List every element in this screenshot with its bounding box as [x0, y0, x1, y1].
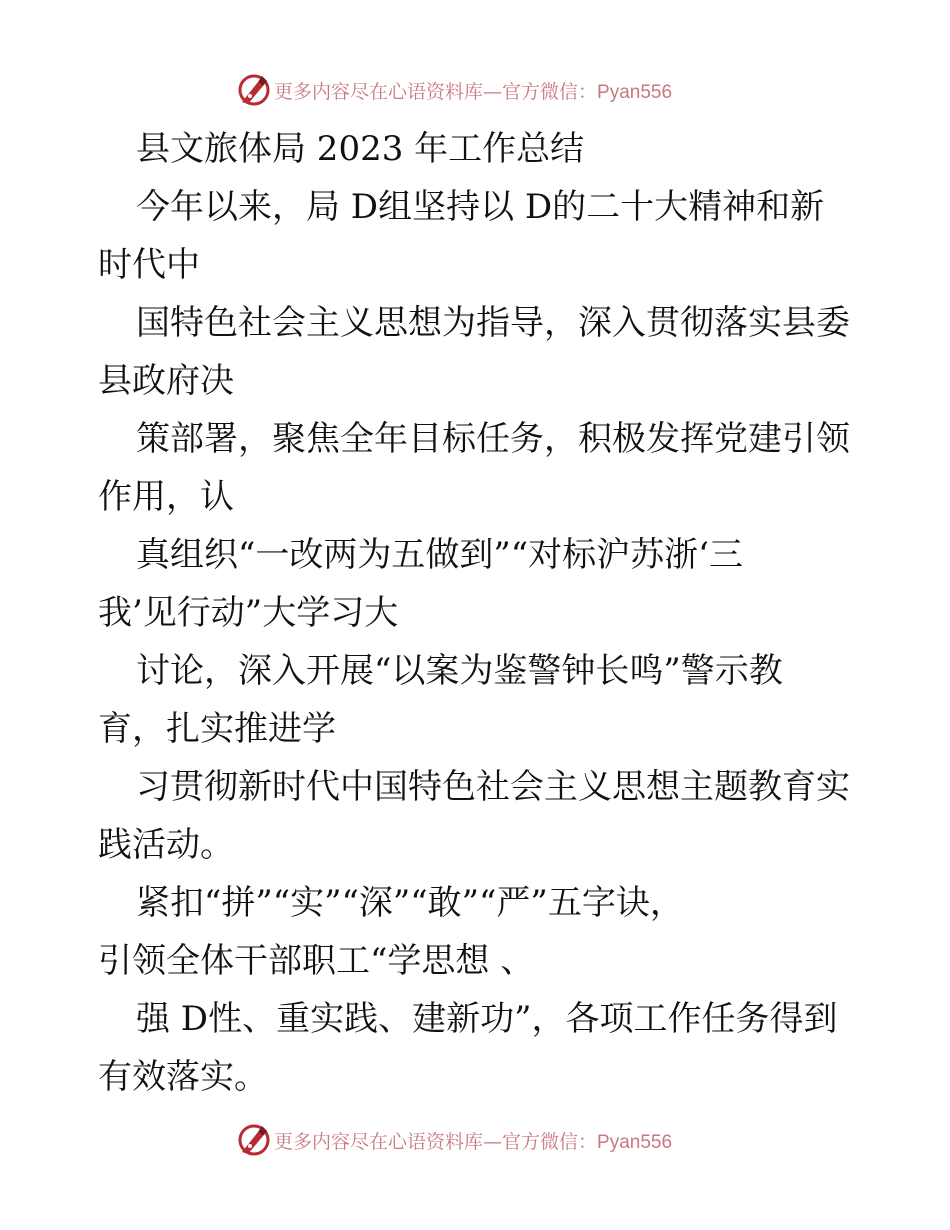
document-title: 县文旅体局 2023 年工作总结 — [136, 129, 585, 169]
paragraph-line: 真组织“一改两为五做到”“对标沪苏浙‘三 — [136, 535, 743, 575]
header-wechat-id: Pyan556 — [597, 81, 673, 103]
header-banner-text: 更多内容尽在心语资料库—官方微信：Pyan556 — [274, 80, 673, 103]
paragraph-line: 育，扎实推进学 — [98, 709, 336, 749]
document-body — [98, 120, 858, 1106]
paragraph-line: 今年以来，局 D组坚持以 D的二十大精神和新 — [136, 187, 825, 227]
paragraph-line: 引领全体干部职工“学思想 、 — [98, 941, 535, 981]
paragraph-line: 我’见行动”大学习大 — [98, 593, 399, 633]
paragraph-line: 践活动。 — [98, 825, 234, 865]
pen-logo-icon — [236, 72, 272, 108]
paragraph-line: 讨论，深入开展“以案为鉴警钟长鸣”警示教 — [136, 651, 783, 691]
paragraph-line: 习贯彻新时代中国特色社会主义思想主题教育实 — [136, 767, 850, 807]
footer-banner-text: 更多内容尽在心语资料库—官方微信：Pyan556 — [274, 1130, 673, 1153]
header-banner — [236, 70, 756, 110]
footer-wechat-id: Pyan556 — [597, 1131, 673, 1153]
paragraph-line: 策部署，聚焦全年目标任务，积极发挥党建引领 — [136, 419, 850, 459]
pen-logo-icon — [236, 1122, 272, 1158]
paragraph-line: 作用，认 — [98, 477, 234, 517]
paragraph-line: 时代中 — [98, 245, 200, 285]
paragraph-line: 强 D性、重实践、建新功”，各项工作任务得到 — [136, 999, 838, 1039]
paragraph-line: 国特色社会主义思想为指导，深入贯彻落实县委 — [136, 303, 850, 343]
paragraph-line: 县政府决 — [98, 361, 234, 401]
footer-banner — [236, 1120, 756, 1160]
paragraph-line: 有效落实。 — [98, 1057, 268, 1097]
paragraph-line: 紧扣“拼”“实”“深”“敢”“严”五字诀， — [136, 883, 684, 923]
